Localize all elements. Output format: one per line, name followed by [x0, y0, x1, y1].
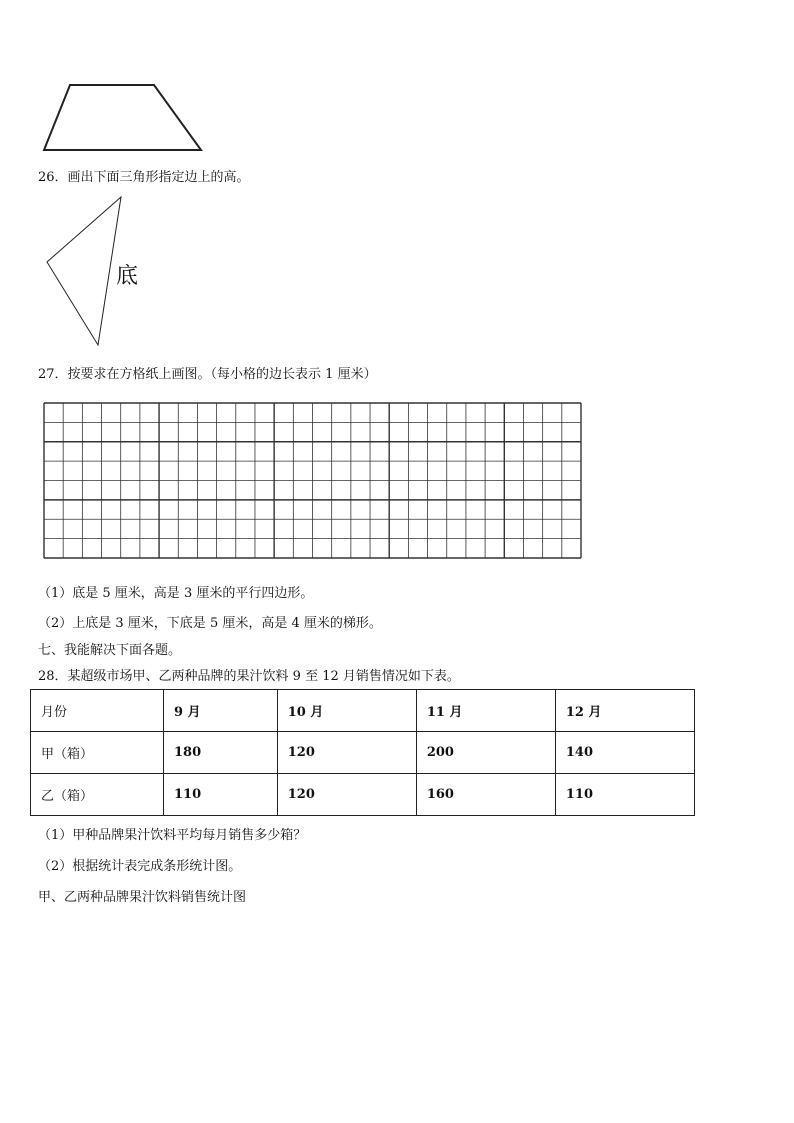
- header-cell: 10 月: [277, 690, 416, 732]
- header-cell: 11 月: [416, 690, 555, 732]
- table-row: [31, 732, 695, 774]
- header-cell: 月份: [31, 690, 164, 732]
- value-cell: 200: [416, 732, 555, 774]
- triangle-base-label: 底: [116, 264, 139, 289]
- row-label-cell: 甲（箱）: [31, 732, 164, 774]
- chart-title: 甲、乙两种品牌果汁饮料销售统计图: [38, 890, 247, 905]
- value-cell: 120: [277, 774, 416, 816]
- value-cell: 140: [555, 732, 694, 774]
- question-27-part-2: （2）上底是 3 厘米，下底是 5 厘米，高是 4 厘米的梯形。: [38, 616, 382, 631]
- question-28-part-2: （2）根据统计表完成条形统计图。: [38, 859, 242, 874]
- table-row: [31, 774, 695, 816]
- header-cell: 12 月: [555, 690, 694, 732]
- section-7-heading: 七、我能解决下面各题。: [38, 643, 182, 658]
- header-cell: 9 月: [164, 690, 278, 732]
- question-27-part-1: （1）底是 5 厘米，高是 3 厘米的平行四边形。: [38, 586, 314, 601]
- sales-table: [30, 689, 695, 816]
- value-cell: 110: [555, 774, 694, 816]
- triangle-figure: [0, 190, 200, 350]
- question-27-text: 27．按要求在方格纸上画图。（每小格的边长表示 1 厘米）: [38, 367, 377, 382]
- value-cell: 160: [416, 774, 555, 816]
- value-cell: 120: [277, 732, 416, 774]
- trapezoid-figure: [0, 0, 794, 160]
- question-26-text: 26．画出下面三角形指定边上的高。: [38, 170, 250, 185]
- question-28-text: 28．某超级市场甲、乙两种品牌的果汁饮料 9 至 12 月销售情况如下表。: [38, 669, 460, 684]
- grid-paper[interactable]: [44, 403, 584, 563]
- question-28-part-1: （1）甲种品牌果汁饮料平均每月销售多少箱？: [38, 828, 307, 843]
- value-cell: 180: [164, 732, 278, 774]
- table-header-row: [31, 690, 695, 732]
- value-cell: 110: [164, 774, 278, 816]
- row-label-cell: 乙（箱）: [31, 774, 164, 816]
